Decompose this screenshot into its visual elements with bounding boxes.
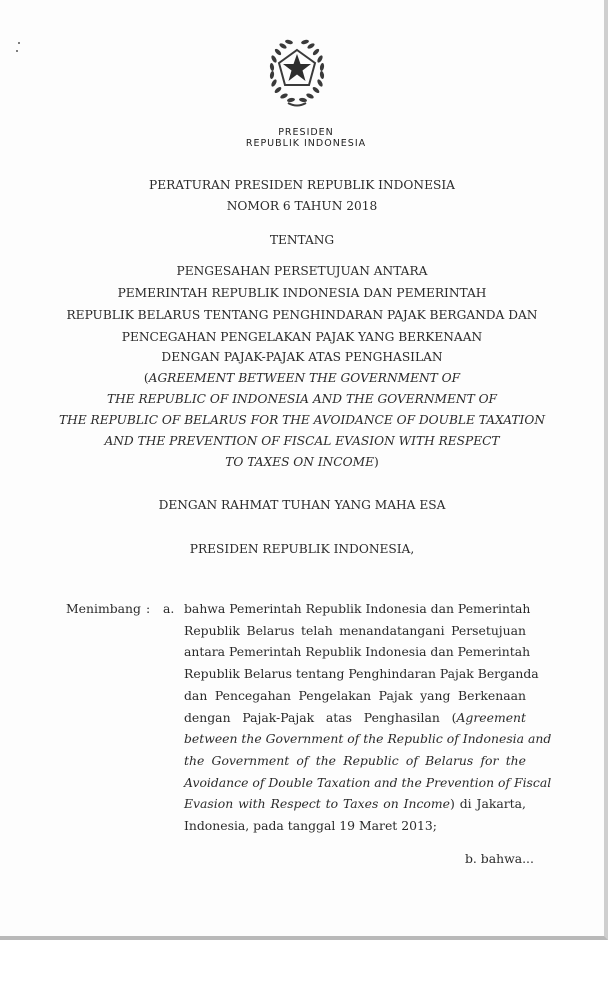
italic-text: Evasion with Respect to Taxes on Income: [184, 796, 450, 812]
scan-speck: [16, 50, 18, 52]
regulation-number: NOMOR 6 TAHUN 2018: [226, 199, 378, 213]
body-line: [184, 774, 552, 791]
considering-label: Menimbang: [66, 601, 141, 616]
invocation: DENGAN RAHMAT TUHAN YANG MAHA ESA: [158, 498, 446, 512]
header-presiden: PRESIDEN: [278, 127, 334, 138]
body-line: [184, 818, 526, 834]
english-title-text: TO TAXES ON INCOME: [225, 455, 374, 469]
open-paren: (: [143, 371, 149, 385]
considering-colon: :: [146, 601, 151, 616]
body-line: [184, 644, 531, 660]
body-text: bahwa Pemerintah Republik Indonesia dan Pemerintah: [184, 601, 531, 616]
scan-margin: [0, 944, 612, 1008]
body-line: [184, 710, 526, 726]
body-line: [184, 753, 526, 769]
presidential-emblem: [264, 33, 330, 111]
italic-text: Agreement: [456, 709, 526, 725]
body-text: ) di Jakarta,: [449, 796, 526, 812]
regulation-title: PERATURAN PRESIDEN REPUBLIK INDONESIA: [149, 178, 455, 192]
english-title-line: THE REPUBLIC OF INDONESIA AND THE GOVERNMENT OF: [106, 392, 498, 406]
body-line: [184, 731, 552, 747]
body-line: [184, 601, 531, 617]
issuer: PRESIDEN REPUBLIK INDONESIA,: [189, 542, 415, 556]
continuation: b. bahwa...: [465, 851, 534, 866]
about-heading: TENTANG: [269, 233, 335, 247]
subject-line: PENCEGAHAN PENGELAKAN PAJAK YANG BERKENAAN: [121, 330, 483, 344]
item-marker: a.: [163, 601, 175, 616]
subject-line: PENGESAHAN PERSETUJUAN ANTARA: [176, 264, 428, 278]
subject-line: PEMERINTAH REPUBLIK INDONESIA DAN PEMERINTAH: [117, 286, 487, 300]
body-line: [184, 688, 526, 704]
body-text: Indonesia, pada tanggal 19 Maret 2013;: [184, 818, 437, 833]
english-title-text: AGREEMENT BETWEEN THE GOVERNMENT OF: [148, 371, 461, 385]
body-text: dengan Pajak-Pajak atas Penghasilan (: [184, 709, 457, 725]
italic-text: Avoidance of Double Taxation and the Prevention of Fiscal: [184, 774, 552, 790]
body-text: antara Pemerintah Republik Indonesia dan Pemerintah: [184, 644, 531, 660]
english-title-line: AND THE PREVENTION OF FISCAL EVASION WITH RESPECT: [104, 434, 500, 448]
english-title-line: [0, 455, 604, 470]
body-line: [184, 666, 539, 682]
close-paren: ): [374, 455, 379, 469]
body-text: Republik Belarus tentang Penghindaran Pajak Berganda: [184, 666, 539, 682]
subject-line: REPUBLIK BELARUS TENTANG PENGHINDARAN PAJAK BERGANDA DAN: [66, 308, 538, 322]
header-republik: REPUBLIK INDONESIA: [245, 138, 367, 149]
english-title-line: THE REPUBLIC OF BELARUS FOR THE AVOIDANCE OF DOUBLE TAXATION: [58, 413, 546, 427]
body-text: Republik Belarus telah menandatangani Persetujuan: [184, 622, 526, 638]
scan-speck: [18, 42, 20, 44]
italic-text: the Government of the Republic of Belarus for the: [184, 752, 526, 768]
english-title-line: [0, 371, 604, 386]
subject-line: DENGAN PAJAK-PAJAK ATAS PENGHASILAN: [161, 350, 443, 364]
body-line: [184, 623, 526, 639]
body-line: [184, 796, 526, 812]
body-text: dan Pencegahan Pengelakan Pajak yang Berkenaan: [184, 687, 526, 703]
italic-text: between the Government of the Republic of Indonesia and: [184, 731, 552, 747]
